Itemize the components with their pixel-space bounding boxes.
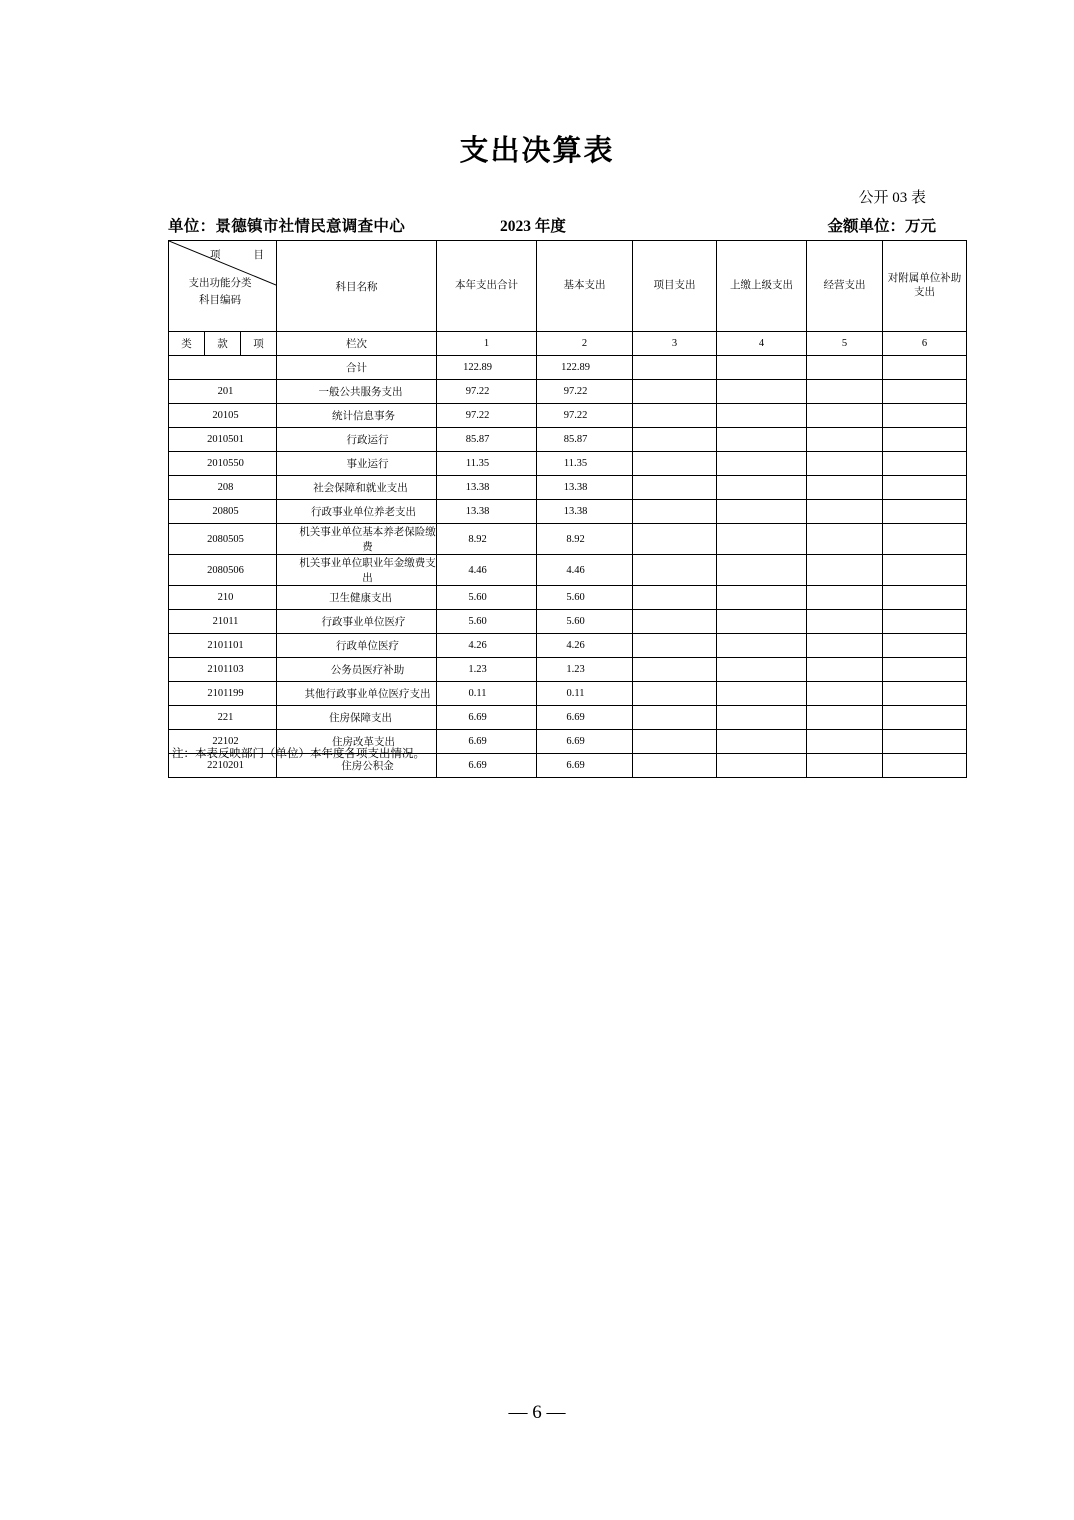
subheader-lanci: 栏次 <box>277 332 437 356</box>
total-value-1: 122.89 <box>437 356 537 380</box>
row-subject-name: 行政单位医疗 <box>277 634 437 658</box>
row-value-3 <box>633 658 717 682</box>
row-value-2: 4.46 <box>537 555 633 586</box>
header-col-2: 基本支出 <box>537 241 633 332</box>
row-value-6 <box>883 524 967 555</box>
row-subject-name: 住房公积金 <box>277 754 437 778</box>
expenditure-table <box>168 240 967 778</box>
table-row <box>169 634 967 658</box>
row-value-1: 11.35 <box>437 452 537 476</box>
row-value-4 <box>717 730 807 754</box>
row-subject-name: 住房保障支出 <box>277 706 437 730</box>
row-value-6 <box>883 706 967 730</box>
table-header-row <box>169 241 967 332</box>
row-code: 221 <box>169 706 277 730</box>
row-value-3 <box>633 730 717 754</box>
row-value-2: 13.38 <box>537 476 633 500</box>
row-value-4 <box>717 555 807 586</box>
table-body <box>169 380 967 778</box>
row-value-5 <box>807 380 883 404</box>
page-title: 支出决算表 <box>459 135 615 167</box>
row-value-5 <box>807 524 883 555</box>
row-value-3 <box>633 682 717 706</box>
row-value-6 <box>883 380 967 404</box>
row-value-2: 5.60 <box>537 586 633 610</box>
table-row <box>169 476 967 500</box>
table-row <box>169 524 967 555</box>
form-number: 公开 03 表 <box>858 190 926 206</box>
table-total-row <box>169 356 967 380</box>
row-code: 2210201 <box>169 754 277 778</box>
row-code: 2101101 <box>169 634 277 658</box>
row-value-2: 85.87 <box>537 428 633 452</box>
row-value-6 <box>883 404 967 428</box>
row-code: 208 <box>169 476 277 500</box>
total-code-cell <box>169 356 277 380</box>
header-col-4: 上缴上级支出 <box>717 241 807 332</box>
row-code: 20805 <box>169 500 277 524</box>
row-value-2: 6.69 <box>537 730 633 754</box>
table-row <box>169 452 967 476</box>
row-value-1: 13.38 <box>437 500 537 524</box>
colnum-4: 4 <box>717 332 807 356</box>
row-code: 20105 <box>169 404 277 428</box>
row-subject-name: 住房改革支出 <box>277 730 437 754</box>
row-subject-name: 社会保障和就业支出 <box>277 476 437 500</box>
row-value-5 <box>807 428 883 452</box>
amount-unit-label: 金额单位：万元 <box>827 218 936 235</box>
row-value-6 <box>883 730 967 754</box>
row-code: 2080506 <box>169 555 277 586</box>
table-row <box>169 586 967 610</box>
table-row <box>169 658 967 682</box>
total-label: 合计 <box>277 356 437 380</box>
row-code: 2101103 <box>169 658 277 682</box>
row-value-2: 8.92 <box>537 524 633 555</box>
colnum-1: 1 <box>437 332 537 356</box>
row-value-4 <box>717 586 807 610</box>
row-value-5 <box>807 658 883 682</box>
row-subject-name: 行政事业单位医疗 <box>277 610 437 634</box>
row-subject-name: 统计信息事务 <box>277 404 437 428</box>
colnum-6: 6 <box>883 332 967 356</box>
row-subject-name: 事业运行 <box>277 452 437 476</box>
row-value-4 <box>717 610 807 634</box>
row-value-1: 6.69 <box>437 730 537 754</box>
row-code: 22102 <box>169 730 277 754</box>
subheader-kuan: 款 <box>205 332 241 356</box>
row-value-2: 97.22 <box>537 404 633 428</box>
colnum-5: 5 <box>807 332 883 356</box>
row-value-1: 0.11 <box>437 682 537 706</box>
year-label: 2023 年度 <box>500 218 566 235</box>
row-value-5 <box>807 634 883 658</box>
table-row <box>169 380 967 404</box>
row-value-3 <box>633 380 717 404</box>
row-code: 210 <box>169 586 277 610</box>
row-value-6 <box>883 452 967 476</box>
row-value-2: 13.38 <box>537 500 633 524</box>
row-value-6 <box>883 610 967 634</box>
row-value-1: 13.38 <box>437 476 537 500</box>
document-meta <box>168 214 936 236</box>
header-col-1: 本年支出合计 <box>437 241 537 332</box>
item-label: 项 目 <box>210 250 269 261</box>
row-value-4 <box>717 682 807 706</box>
table-row <box>169 610 967 634</box>
row-value-3 <box>633 586 717 610</box>
subheader-lei: 类 <box>169 332 205 356</box>
row-subject-name: 机关事业单位基本养老保险缴费 <box>277 524 437 555</box>
row-value-4 <box>717 524 807 555</box>
row-value-5 <box>807 610 883 634</box>
table-row <box>169 682 967 706</box>
total-value-2: 122.89 <box>537 356 633 380</box>
unit-label: 单位：景德镇市社情民意调查中心 <box>168 218 406 235</box>
row-value-3 <box>633 555 717 586</box>
row-value-6 <box>883 586 967 610</box>
row-subject-name: 卫生健康支出 <box>277 586 437 610</box>
table-note: 注：本表反映部门（单位）本年度各项支出情况。 <box>172 748 425 760</box>
row-value-5 <box>807 555 883 586</box>
row-value-6 <box>883 476 967 500</box>
row-value-6 <box>883 555 967 586</box>
row-value-4 <box>717 754 807 778</box>
row-value-5 <box>807 730 883 754</box>
row-value-3 <box>633 476 717 500</box>
row-value-2: 4.26 <box>537 634 633 658</box>
row-value-6 <box>883 428 967 452</box>
row-value-4 <box>717 404 807 428</box>
row-code: 2101199 <box>169 682 277 706</box>
row-value-4 <box>717 634 807 658</box>
row-value-5 <box>807 452 883 476</box>
row-value-2: 11.35 <box>537 452 633 476</box>
row-code: 2080505 <box>169 524 277 555</box>
row-value-1: 6.69 <box>437 706 537 730</box>
row-value-3 <box>633 524 717 555</box>
row-value-4 <box>717 476 807 500</box>
row-value-6 <box>883 634 967 658</box>
row-value-3 <box>633 754 717 778</box>
header-col-5: 经营支出 <box>807 241 883 332</box>
row-value-4 <box>717 428 807 452</box>
row-value-1: 5.60 <box>437 586 537 610</box>
row-value-4 <box>717 658 807 682</box>
row-value-6 <box>883 500 967 524</box>
page-number: — 6 — <box>508 1402 566 1423</box>
row-code: 2010501 <box>169 428 277 452</box>
row-value-4 <box>717 706 807 730</box>
row-value-4 <box>717 500 807 524</box>
row-value-1: 6.69 <box>437 754 537 778</box>
row-value-3 <box>633 500 717 524</box>
row-value-3 <box>633 428 717 452</box>
header-col-3: 项目支出 <box>633 241 717 332</box>
colnum-2: 2 <box>537 332 633 356</box>
row-subject-name: 机关事业单位职业年金缴费支出 <box>277 555 437 586</box>
row-value-2: 6.69 <box>537 754 633 778</box>
row-value-3 <box>633 706 717 730</box>
total-value-5 <box>807 356 883 380</box>
row-subject-name: 行政运行 <box>277 428 437 452</box>
total-value-3 <box>633 356 717 380</box>
subheader-xiang: 项 <box>241 332 277 356</box>
row-value-2: 6.69 <box>537 706 633 730</box>
row-value-5 <box>807 500 883 524</box>
table-row <box>169 500 967 524</box>
table-row <box>169 428 967 452</box>
total-value-4 <box>717 356 807 380</box>
row-subject-name: 行政事业单位养老支出 <box>277 500 437 524</box>
row-value-1: 4.26 <box>437 634 537 658</box>
row-value-2: 1.23 <box>537 658 633 682</box>
row-value-1: 1.23 <box>437 658 537 682</box>
row-value-3 <box>633 404 717 428</box>
row-value-3 <box>633 452 717 476</box>
row-value-3 <box>633 634 717 658</box>
header-function-code-cell <box>169 241 277 332</box>
row-code: 201 <box>169 380 277 404</box>
table-row <box>169 404 967 428</box>
row-subject-name: 一般公共服务支出 <box>277 380 437 404</box>
total-value-6 <box>883 356 967 380</box>
function-code-label: 支出功能分类 科目编码 <box>188 278 252 306</box>
table-row <box>169 555 967 586</box>
colnum-3: 3 <box>633 332 717 356</box>
row-value-5 <box>807 586 883 610</box>
row-value-5 <box>807 754 883 778</box>
row-value-1: 5.60 <box>437 610 537 634</box>
row-value-4 <box>717 452 807 476</box>
table-row <box>169 706 967 730</box>
row-value-3 <box>633 610 717 634</box>
row-subject-name: 公务员医疗补助 <box>277 658 437 682</box>
row-value-1: 8.92 <box>437 524 537 555</box>
row-subject-name: 其他行政事业单位医疗支出 <box>277 682 437 706</box>
row-value-2: 0.11 <box>537 682 633 706</box>
row-value-5 <box>807 404 883 428</box>
header-subject-name: 科目名称 <box>277 241 437 332</box>
row-value-6 <box>883 682 967 706</box>
header-col-6: 对附属单位补助支出 <box>883 241 967 332</box>
row-value-1: 4.46 <box>437 555 537 586</box>
row-value-2: 5.60 <box>537 610 633 634</box>
row-code: 21011 <box>169 610 277 634</box>
row-value-5 <box>807 706 883 730</box>
row-value-5 <box>807 476 883 500</box>
row-value-4 <box>717 380 807 404</box>
row-value-6 <box>883 754 967 778</box>
row-value-2: 97.22 <box>537 380 633 404</box>
row-value-5 <box>807 682 883 706</box>
row-code: 2010550 <box>169 452 277 476</box>
table-subheader-row <box>169 332 967 356</box>
row-value-1: 97.22 <box>437 380 537 404</box>
row-value-1: 97.22 <box>437 404 537 428</box>
row-value-6 <box>883 658 967 682</box>
row-value-1: 85.87 <box>437 428 537 452</box>
